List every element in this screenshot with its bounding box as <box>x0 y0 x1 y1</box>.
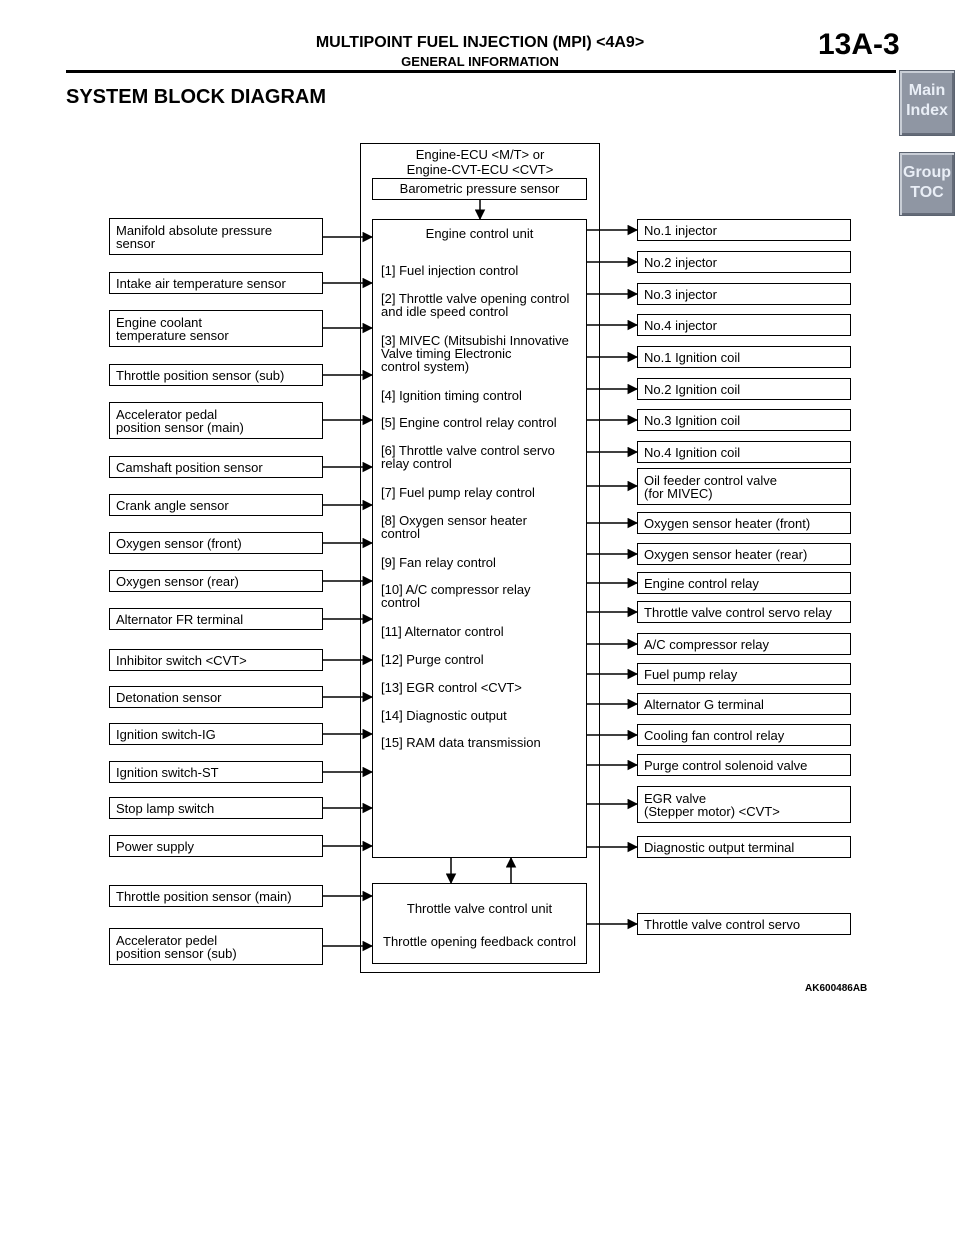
throttle-feedback-label: Throttle opening feedback control <box>383 934 576 949</box>
input-sensor-box: Oxygen sensor (front) <box>109 532 323 554</box>
output-actuator-box: No.4 injector <box>637 314 851 336</box>
output-actuator-box: No.3 injector <box>637 283 851 305</box>
output-actuator-box: No.2 injector <box>637 251 851 273</box>
control-function: [6] Throttle valve control servo relay control <box>381 443 555 471</box>
output-actuator-box: Diagnostic output terminal <box>637 836 851 858</box>
output-actuator-box: Cooling fan control relay <box>637 724 851 746</box>
input-sensor-box: Detonation sensor <box>109 686 323 708</box>
input-sensor-box: Ignition switch-ST <box>109 761 323 783</box>
input-sensor-box: Camshaft position sensor <box>109 456 323 478</box>
document-subtitle: GENERAL INFORMATION <box>401 54 559 69</box>
output-actuator-box: No.3 Ignition coil <box>637 409 851 431</box>
control-function: [2] Throttle valve opening control and idle speed control <box>381 291 570 319</box>
main-index-label-1: Main <box>908 82 946 99</box>
output-actuator-box: No.2 Ignition coil <box>637 378 851 400</box>
document-title: MULTIPOINT FUEL INJECTION (MPI) <4A9> <box>315 34 645 51</box>
input-sensor-box: Inhibitor switch <CVT> <box>109 649 323 671</box>
control-function: [15] RAM data transmission <box>381 735 541 750</box>
internal-arrows <box>451 200 511 883</box>
throttle-valve-control-unit-title: Throttle valve control unit <box>406 901 553 916</box>
section-title: SYSTEM BLOCK DIAGRAM <box>66 86 326 108</box>
control-function: [5] Engine control relay control <box>381 415 557 430</box>
control-function: [11] Alternator control <box>381 624 504 639</box>
output-actuator-box: Fuel pump relay <box>637 663 851 685</box>
output-actuator-box: No.1 injector <box>637 219 851 241</box>
input-sensor-box: Alternator FR terminal <box>109 608 323 630</box>
control-function: [8] Oxygen sensor heater control <box>381 513 527 541</box>
output-arrows <box>587 230 637 924</box>
engine-control-unit-title: Engine control unit <box>425 226 534 241</box>
output-actuator-box: Alternator G terminal <box>637 693 851 715</box>
control-function: [3] MIVEC (Mitsubishi Innovative Valve timing Electronic control system) <box>381 333 569 374</box>
output-actuator-box: Engine control relay <box>637 572 851 594</box>
output-actuator-box: No.4 Ignition coil <box>637 441 851 463</box>
input-sensor-box: Ignition switch-IG <box>109 723 323 745</box>
output-actuator-box: A/C compressor relay <box>637 633 851 655</box>
barometric-pressure-sensor-box: Barometric pressure sensor <box>372 178 587 200</box>
control-function: [14] Diagnostic output <box>381 708 507 723</box>
input-sensor-box: Throttle position sensor (sub) <box>109 364 323 386</box>
output-actuator-box: No.1 Ignition coil <box>637 346 851 368</box>
output-actuator-box: EGR valve (Stepper motor) <CVT> <box>637 786 851 823</box>
input-sensor-box: Power supply <box>109 835 323 857</box>
control-function: [1] Fuel injection control <box>381 263 519 278</box>
output-actuator-box: Oil feeder control valve (for MIVEC) <box>637 468 851 505</box>
input-sensor-box: Engine coolant temperature sensor <box>109 310 323 347</box>
control-function: [13] EGR control <CVT> <box>381 680 522 695</box>
input-sensor-box: Intake air temperature sensor <box>109 272 323 294</box>
output-actuator-box: Oxygen sensor heater (rear) <box>637 543 851 565</box>
output-actuator-box: Oxygen sensor heater (front) <box>637 512 851 534</box>
engine-ecu-title: Engine-ECU <M/T> or Engine-CVT-ECU <CVT> <box>406 147 554 177</box>
group-toc-label-1: Group <box>903 164 951 181</box>
page-number: 13A-3 <box>818 28 900 61</box>
input-sensor-box: Oxygen sensor (rear) <box>109 570 323 592</box>
control-function: [7] Fuel pump relay control <box>381 485 535 500</box>
group-toc-label-2: TOC <box>910 184 944 201</box>
output-actuator-box: Purge control solenoid valve <box>637 754 851 776</box>
input-sensor-box: Accelerator pedal position sensor (main) <box>109 402 323 439</box>
control-function: [10] A/C compressor relay control <box>381 582 531 610</box>
input-arrows <box>323 237 372 946</box>
output-actuator-box: Throttle valve control servo relay <box>637 601 851 623</box>
control-function: [9] Fan relay control <box>381 555 496 570</box>
input-sensor-box: Crank angle sensor <box>109 494 323 516</box>
input-sensor-box: Throttle position sensor (main) <box>109 885 323 907</box>
control-function: [4] Ignition timing control <box>381 388 522 403</box>
figure-code: AK600486AB <box>805 983 868 994</box>
input-sensor-box: Accelerator pedel position sensor (sub) <box>109 928 323 965</box>
main-index-label-2: Index <box>906 102 948 119</box>
control-function: [12] Purge control <box>381 652 484 667</box>
input-sensor-box: Stop lamp switch <box>109 797 323 819</box>
input-sensor-box: Manifold absolute pressure sensor <box>109 218 323 255</box>
output-actuator-box: Throttle valve control servo <box>637 913 851 935</box>
